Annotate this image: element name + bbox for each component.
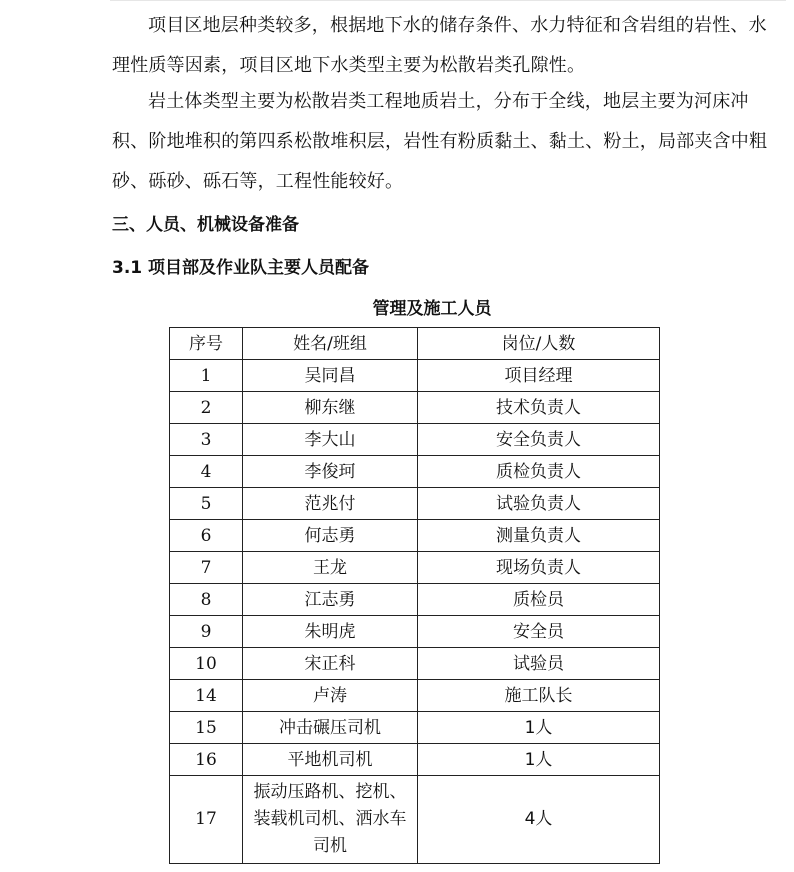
cell-seq: 17	[170, 776, 243, 864]
cell-name: 王龙	[243, 552, 418, 584]
subsection-heading: 3.1 项目部及作业队主要人员配备	[112, 258, 370, 278]
header-seq: 序号	[170, 328, 243, 360]
cell-post: 安全员	[418, 616, 660, 648]
table-title: 管理及施工人员	[372, 299, 492, 319]
cell-post: 现场负责人	[418, 552, 660, 584]
cell-name: 卢涛	[243, 680, 418, 712]
cell-name: 柳东继	[243, 392, 418, 424]
cell-seq: 10	[170, 648, 243, 680]
cell-seq: 14	[170, 680, 243, 712]
table-row	[170, 712, 660, 744]
cell-seq: 7	[170, 552, 243, 584]
cell-seq: 16	[170, 744, 243, 776]
table-row	[170, 552, 660, 584]
cell-seq: 1	[170, 360, 243, 392]
table-row	[170, 392, 660, 424]
cell-post: 4人	[418, 776, 660, 864]
cell-post: 质检员	[418, 584, 660, 616]
table-row	[170, 648, 660, 680]
cell-name: 振动压路机、挖机、装载机司机、洒水车司机	[243, 776, 418, 864]
table-row	[170, 680, 660, 712]
cell-name: 范兆付	[243, 488, 418, 520]
cell-seq: 6	[170, 520, 243, 552]
paragraph-rock-soil: 岩土体类型主要为松散岩类工程地质岩土，分布于全线，地层主要为河床冲积、阶地堆积的第四系松散堆积层，岩性有粉质黏土、黏土、粉土，局部夹含中粗砂、砾砂、砾石等，工程性能较好。	[112, 91, 768, 192]
table-row	[170, 520, 660, 552]
header-post: 岗位/人数	[418, 328, 660, 360]
cell-post: 1人	[418, 712, 660, 744]
table-row	[170, 488, 660, 520]
cell-post: 安全负责人	[418, 424, 660, 456]
cell-name: 江志勇	[243, 584, 418, 616]
cell-seq: 15	[170, 712, 243, 744]
cell-name: 冲击碾压司机	[243, 712, 418, 744]
cell-post: 技术负责人	[418, 392, 660, 424]
cell-seq: 8	[170, 584, 243, 616]
cell-name: 何志勇	[243, 520, 418, 552]
cell-name: 李大山	[243, 424, 418, 456]
header-name: 姓名/班组	[243, 328, 418, 360]
table-row	[170, 360, 660, 392]
cell-post: 试验负责人	[418, 488, 660, 520]
cell-post: 试验员	[418, 648, 660, 680]
table-row	[170, 584, 660, 616]
cell-name: 平地机司机	[243, 744, 418, 776]
table-row	[170, 456, 660, 488]
cell-post: 质检负责人	[418, 456, 660, 488]
table-header-row	[170, 328, 660, 360]
table-row	[170, 424, 660, 456]
cell-seq: 4	[170, 456, 243, 488]
section-heading: 三、人员、机械设备准备	[112, 215, 299, 235]
table-row	[170, 776, 660, 864]
cell-seq: 2	[170, 392, 243, 424]
page-top-border	[110, 0, 786, 1]
cell-seq: 9	[170, 616, 243, 648]
cell-name: 李俊珂	[243, 456, 418, 488]
table-row	[170, 616, 660, 648]
table-body	[170, 360, 660, 864]
paragraph-groundwater: 项目区地层种类较多，根据地下水的储存条件、水力特征和含岩组的岩性、水理性质等因素，项目区地下水类型主要为松散岩类孔隙性。	[112, 15, 767, 76]
cell-name: 朱明虎	[243, 616, 418, 648]
personnel-table	[169, 327, 660, 864]
cell-seq: 5	[170, 488, 243, 520]
cell-post: 1人	[418, 744, 660, 776]
table-row	[170, 744, 660, 776]
cell-name: 吴同昌	[243, 360, 418, 392]
cell-name: 宋正科	[243, 648, 418, 680]
cell-seq: 3	[170, 424, 243, 456]
cell-post: 项目经理	[418, 360, 660, 392]
cell-post: 施工队长	[418, 680, 660, 712]
cell-post: 测量负责人	[418, 520, 660, 552]
